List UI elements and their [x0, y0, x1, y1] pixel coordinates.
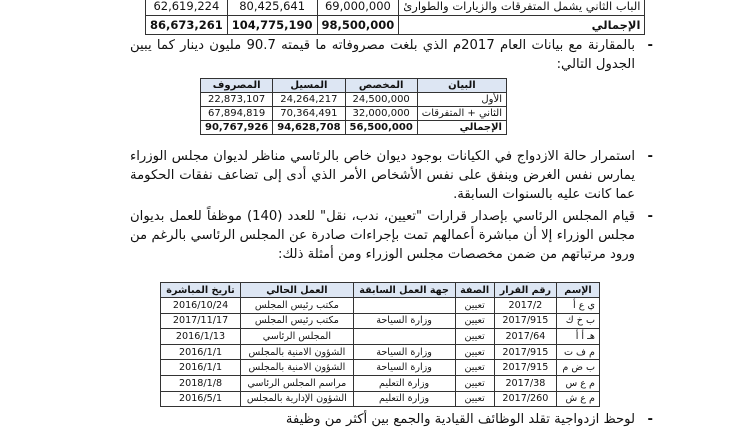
- paragraph-text: قيام المجلس الرئاسي بإصدار قرارات "تعيين، ندب، نقل" للعدد (140) موظفاً للعمل بديوان مجلس الوزراء إلا أن مباشرة أعمالهم تمت بإجراءات صادرة عن المجلس الرئاسي بالرغم من ورود مرتباتهم من ضمن مخصصات مجلس الوزراء ومن أمثلة ذلك:: [130, 209, 635, 262]
- table-cell-name: ب ض م: [556, 360, 599, 376]
- table-cell-date: 2016/10/24: [161, 298, 241, 314]
- table-cell-decision: 2017/915: [494, 344, 556, 360]
- bullet-marker: -: [647, 412, 653, 427]
- table-cell-decision: 2017/915: [494, 313, 556, 329]
- column-header: البيان: [417, 79, 506, 93]
- table-cell: 70,364,491: [273, 107, 345, 121]
- table-cell-current: الشؤون الإدارية بالمجلس: [241, 391, 354, 407]
- table-row: [161, 375, 600, 391]
- table-cell-date: 2016/1/1: [161, 360, 241, 376]
- row-label: الباب الثاني يشمل المتفرقات والزيارات والطوارئ: [399, 0, 645, 16]
- table-cell-previous: [353, 329, 455, 345]
- table-cell: 104,775,190: [227, 16, 317, 35]
- table-cell-previous: [353, 298, 455, 314]
- table-cell: 32,000,000: [345, 107, 417, 121]
- table-header-row: [201, 79, 507, 93]
- paragraph-text: لوحظ ازدواجية تقلد الوظائف القيادية والجمع بين أكثر من وظيفة: [285, 412, 635, 427]
- table-cell-date: 2016/1/1: [161, 344, 241, 360]
- table-cell-role: تعيين: [455, 391, 494, 407]
- table-cell-role: تعيين: [455, 344, 494, 360]
- table-cell-current: مكتب رئيس المجلس: [241, 313, 354, 329]
- table-cell: 69,000,000: [317, 0, 399, 16]
- paragraph-text: بالمقارنة مع بيانات العام 2017م الذي بلغت مصروفاته ما قيمته 90.7 مليون دينار كما يبين الجدول التالي:: [130, 38, 635, 72]
- table-cell-date: 2016/5/1: [161, 391, 241, 407]
- table-cell-current: الشؤون الامنية بالمجلس: [241, 344, 354, 360]
- table-cell: 80,425,641: [227, 0, 317, 16]
- table-row: [201, 107, 507, 121]
- table-row-total: [146, 16, 645, 35]
- table-cell: 86,673,261: [146, 16, 228, 35]
- column-header: العمل الحالي: [241, 283, 354, 298]
- table-cell-date: 2016/1/13: [161, 329, 241, 345]
- row-label: الثاني + المتفرقات: [417, 107, 506, 121]
- table-cell-name: ي ع أ: [556, 298, 599, 314]
- paragraph-comparison-2017: [130, 36, 653, 74]
- column-header: تاريخ المباشرة: [161, 283, 241, 298]
- table-row: [161, 391, 600, 407]
- table-cell-name: ب خ ك: [556, 313, 599, 329]
- table-cell-previous: وزارة التعليم: [353, 375, 455, 391]
- table-cell-date: 2017/11/17: [161, 313, 241, 329]
- table-cell-name: م ف ت: [556, 344, 599, 360]
- column-header: جهة العمل السابقة: [353, 283, 455, 298]
- table-cell-decision: 2017/915: [494, 360, 556, 376]
- table-row: [161, 298, 600, 314]
- table-cell-previous: وزارة السياحة: [353, 360, 455, 376]
- paragraph-dual-positions: [130, 410, 653, 429]
- row-label: الإجمالي: [399, 16, 645, 35]
- table-cell: 62,619,224: [146, 0, 228, 16]
- table-cell-decision: 2017/2: [494, 298, 556, 314]
- table-cell-decision: 2017/64: [494, 329, 556, 345]
- table-cell-current: مكتب رئيس المجلس: [241, 298, 354, 314]
- bullet-marker: -: [647, 38, 653, 53]
- table-row: [161, 329, 600, 345]
- table-row: [161, 360, 600, 376]
- table-cell-date: 2018/1/8: [161, 375, 241, 391]
- paragraph-duplication: [130, 147, 653, 204]
- table-row: [146, 0, 645, 16]
- table-header-row: [161, 283, 600, 298]
- paragraph-appointments: [130, 207, 653, 264]
- table-cell-name: م ع س: [556, 375, 599, 391]
- table-cell-previous: وزارة السياحة: [353, 344, 455, 360]
- table-cell: 67,894,819: [201, 107, 273, 121]
- column-header: الصفة: [455, 283, 494, 298]
- paragraph-text: استمرار حالة الازدواج في الكيانات بوجود ديوان خاص بالرئاسي مناظر لديوان مجلس الوزراء يمارس نفس الغرض وينفق على نفس الأشخاص الأمر الذي أدى إلى تضاعف نفقات الحكومة عما كانت عليه بالسنوات السابقة.: [130, 149, 635, 202]
- bullet-marker: -: [647, 149, 653, 164]
- table-cell-current: الشؤون الامنية بالمجلس: [241, 360, 354, 376]
- officials-examples-table: [160, 282, 600, 407]
- table-cell: 24,500,000: [345, 93, 417, 107]
- table-cell: 98,500,000: [317, 16, 399, 35]
- table-cell-role: تعيين: [455, 329, 494, 345]
- table-cell: 24,264,217: [273, 93, 345, 107]
- row-label: الإجمالي: [417, 121, 506, 135]
- table-cell-current: مراسم المجلس الرئاسي: [241, 375, 354, 391]
- table-cell-name: م ع ش: [556, 391, 599, 407]
- table-cell-previous: وزارة التعليم: [353, 391, 455, 407]
- column-header: رقم القرار: [494, 283, 556, 298]
- table-cell-previous: وزارة السياحة: [353, 313, 455, 329]
- table-cell-decision: 2017/260: [494, 391, 556, 407]
- table-cell: 22,873,107: [201, 93, 273, 107]
- table-cell-current: المجلس الرئاسي: [241, 329, 354, 345]
- table-cell-role: تعيين: [455, 360, 494, 376]
- table-cell-name: هـ أ أ: [556, 329, 599, 345]
- table-row: [161, 344, 600, 360]
- table-cell: 90,767,926: [201, 121, 273, 135]
- table-row-total: [201, 121, 507, 135]
- table-cell-role: تعيين: [455, 298, 494, 314]
- expenses-summary-table: [145, 0, 645, 35]
- column-header: المسيل: [273, 79, 345, 93]
- table-cell: 56,500,000: [345, 121, 417, 135]
- table-cell-decision: 2017/38: [494, 375, 556, 391]
- row-label: الأول: [417, 93, 506, 107]
- table-cell-role: تعيين: [455, 313, 494, 329]
- table-cell: 94,628,708: [273, 121, 345, 135]
- budget-comparison-table: [200, 78, 507, 135]
- table-row: [201, 93, 507, 107]
- table-cell-role: تعيين: [455, 375, 494, 391]
- bullet-marker: -: [647, 209, 653, 224]
- column-header: المخصص: [345, 79, 417, 93]
- column-header: الإسم: [556, 283, 599, 298]
- column-header: المصروف: [201, 79, 273, 93]
- table-row: [161, 313, 600, 329]
